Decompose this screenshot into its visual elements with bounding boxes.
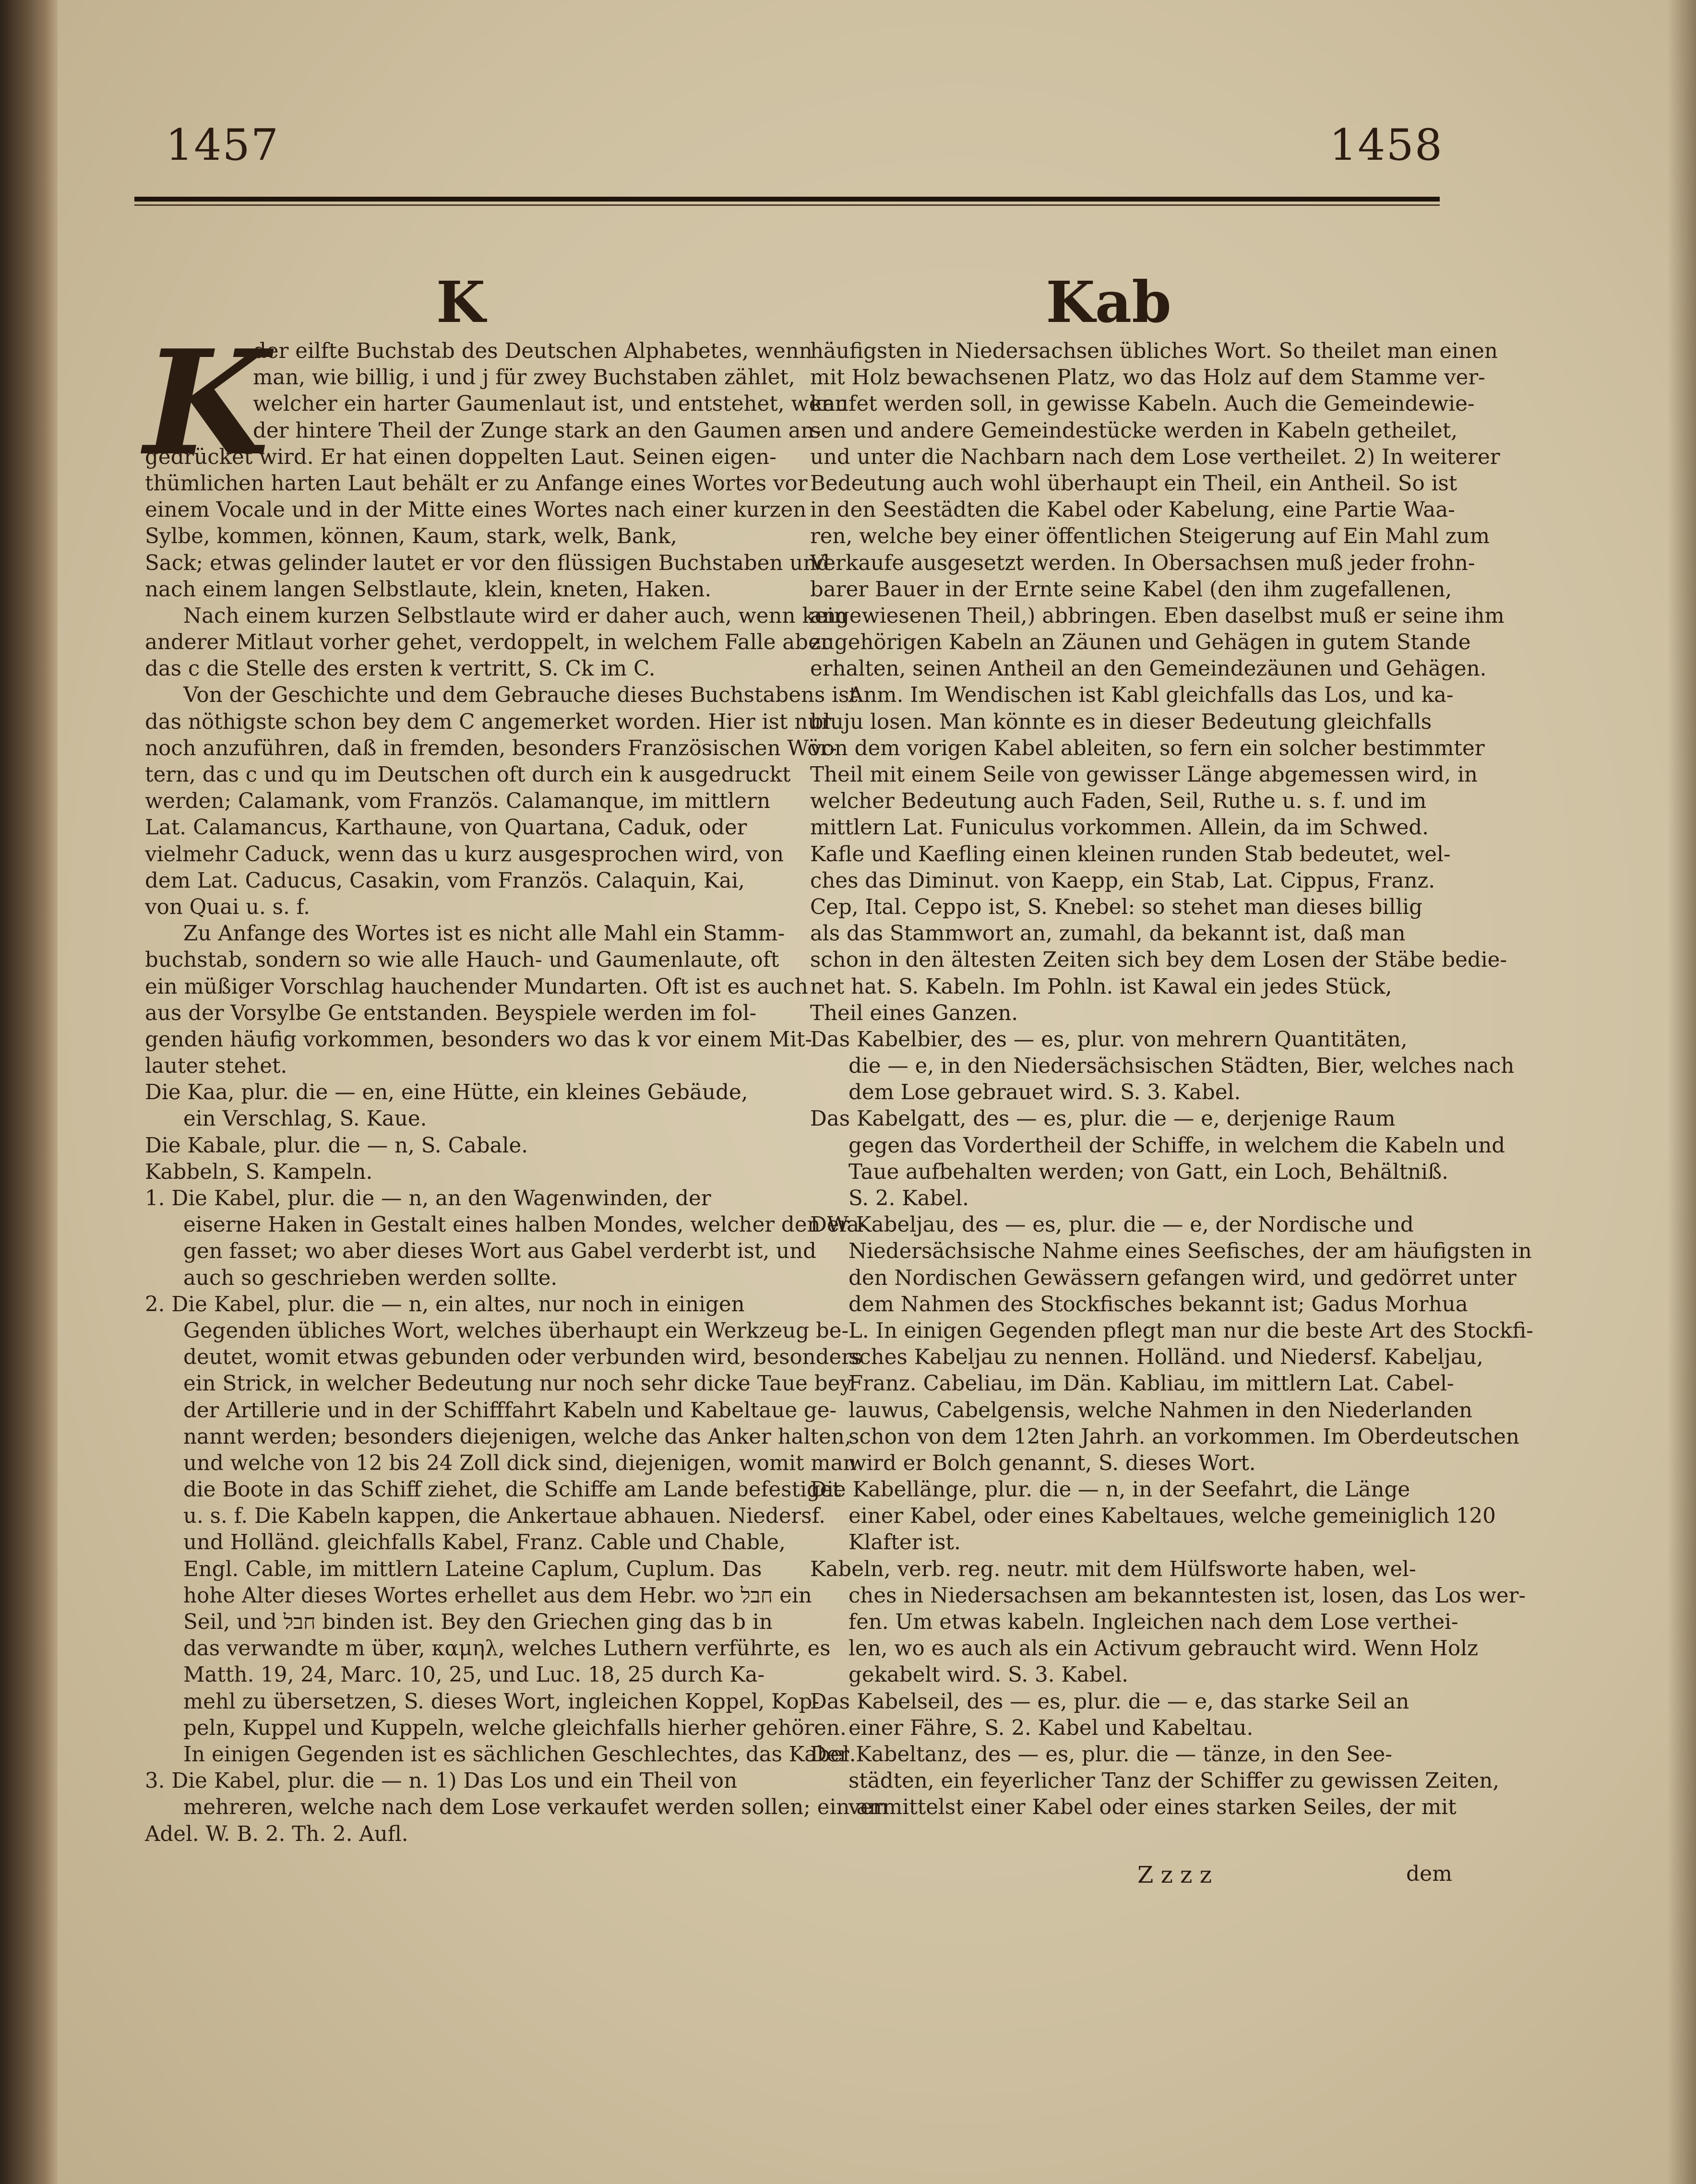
- text-line: vielmehr Caduck, wenn das u kurz ausgesprochen wird, von: [145, 842, 784, 866]
- text-line: und Holländ. gleichfalls Kabel, Franz. Cable und Chable,: [183, 1531, 786, 1555]
- text-line: 2. Die Kabel, plur. die — n, ein altes, nur noch in einigen: [145, 1292, 745, 1317]
- text-line: Sylbe, kommen, können, Kaum, stark, welk, Bank,: [145, 524, 677, 549]
- text-line: Engl. Cable, im mittlern Lateine Caplum, Cuplum. Das: [183, 1557, 762, 1581]
- text-line: ein Verschlag, S. Kaue.: [183, 1107, 427, 1131]
- text-line: Taue aufbehalten werden; von Gatt, ein Loch, Behältniß.: [848, 1160, 1448, 1184]
- text-line: Von der Geschichte und dem Gebrauche dieses Buchstabens ist: [183, 683, 858, 708]
- text-line: Die Kabellänge, plur. die — n, in der Seefahrt, die Länge: [810, 1478, 1410, 1502]
- text-line: das nöthigste schon bey dem C angemerket worden. Hier ist nur: [145, 710, 832, 734]
- text-line: als das Stammwort an, zumahl, da bekannt ist, daß man: [810, 922, 1406, 946]
- text-line: schon von dem 12ten Jahrh. an vorkommen. Im Oberdeutschen: [848, 1424, 1519, 1449]
- text-line: aus der Vorsylbe Ge entstanden. Beyspiele werden im fol-: [145, 1001, 757, 1025]
- drop-cap-line: der hintere Theil der Zunge stark an den Gaumen an-: [253, 418, 822, 443]
- text-line: werden; Calamank, vom Französ. Calamanque, im mittlern: [145, 789, 771, 814]
- text-line: anderer Mitlaut vorher gehet, verdoppelt, in welchem Falle aber: [145, 630, 831, 655]
- text-line: net hat. S. Kabeln. Im Pohln. ist Kawal ein jedes Stück,: [810, 974, 1392, 999]
- text-line: mehreren, welche nach dem Lose verkaufet werden sollen; ein am: [183, 1795, 889, 1820]
- text-line: Theil eines Ganzen.: [810, 1001, 1018, 1025]
- text-line: Seil, und חבל binden ist. Bey den Griechen ging das b in: [183, 1610, 773, 1634]
- text-line: dem Nahmen des Stockfisches bekannt ist; Gadus Morhua: [848, 1292, 1468, 1317]
- text-line: sen und andere Gemeindestücke werden in Kabeln getheilet,: [810, 418, 1458, 443]
- text-line: Gegenden übliches Wort, welches überhaupt ein Werkzeug be-: [183, 1318, 849, 1343]
- text-line: gegen das Vordertheil der Schiffe, in welchem die Kabeln und: [848, 1133, 1505, 1158]
- signature-mark: Z z z z: [1137, 1862, 1212, 1888]
- text-line: nannt werden; besonders diejenigen, welche das Anker halten,: [183, 1424, 851, 1449]
- text-line: von dem vorigen Kabel ableiten, so fern ein solcher bestimmter: [810, 736, 1485, 760]
- text-line: lauter stehet.: [145, 1054, 287, 1079]
- text-line: die Boote in das Schiff ziehet, die Schiffe am Lande befestiget: [183, 1478, 841, 1502]
- drop-cap: K: [144, 318, 269, 487]
- text-line: das c die Stelle des ersten k vertritt, S. Ck im C.: [145, 657, 656, 681]
- text-line: häufigsten in Niedersachsen übliches Wort. So theilet man einen: [810, 339, 1498, 363]
- text-line: genden häufig vorkommen, besonders wo das k vor einem Mit-: [145, 1027, 812, 1052]
- catchword: dem: [1406, 1862, 1452, 1886]
- text-line: bluju losen. Man könnte es in dieser Bedeutung gleichfalls: [810, 710, 1432, 734]
- text-line: dem Lose gebrauet wird. S. 3. Kabel.: [848, 1080, 1241, 1105]
- right-text-column: [810, 338, 1534, 1821]
- text-line: barer Bauer in der Ernte seine Kabel (den ihm zugefallenen,: [810, 577, 1452, 602]
- text-line: Die Kaa, plur. die — en, eine Hütte, ein kleines Gebäude,: [145, 1080, 748, 1105]
- text-line: welcher Bedeutung auch Faden, Seil, Ruthe u. s. f. und im: [810, 789, 1427, 814]
- text-line: Die Kabale, plur. die — n, S. Cabale.: [145, 1133, 528, 1158]
- text-line: Theil mit einem Seile von gewisser Länge abgemessen wird, in: [810, 763, 1478, 787]
- header-rule-thin: [134, 204, 1440, 206]
- text-line: gen fasset; wo aber dieses Wort aus Gabel verderbt ist, und: [183, 1239, 816, 1264]
- text-line: das verwandte m über, καμηλ, welches Luthern verführte, es: [183, 1637, 831, 1661]
- text-line: ren, welche bey einer öffentlichen Steigerung auf Ein Mahl zum: [810, 524, 1490, 549]
- text-line: eiserne Haken in Gestalt eines halben Mondes, welcher den Wa-: [183, 1213, 866, 1237]
- text-line: ches in Niedersachsen am bekanntesten ist, losen, das Los wer-: [848, 1583, 1526, 1608]
- text-line: städten, ein feyerlicher Tanz der Schiffer zu gewissen Zeiten,: [848, 1769, 1500, 1793]
- drop-cap-paragraph: [145, 338, 848, 444]
- text-line: u. s. f. Die Kabeln kappen, die Ankertaue abhauen. Niedersf.: [183, 1504, 826, 1529]
- text-line: len, wo es auch als ein Activum gebraucht wird. Wenn Holz: [848, 1637, 1478, 1661]
- text-line: Nach einem kurzen Selbstlaute wird er daher auch, wenn kein: [183, 604, 848, 628]
- text-line: hohe Alter dieses Wortes erhellet aus dem Hebr. wo חבל ein: [183, 1583, 812, 1608]
- right-page-number: 1458: [1329, 120, 1444, 170]
- text-line: Bedeutung auch wohl überhaupt ein Theil, ein Antheil. So ist: [810, 471, 1457, 496]
- text-line: fen. Um etwas kabeln. Ingleichen nach dem Lose verthei-: [848, 1610, 1458, 1634]
- text-line: angewiesenen Theil,) abbringen. Eben daselbst muß er seine ihm: [810, 604, 1505, 628]
- text-line: Klafter ist.: [848, 1531, 961, 1555]
- text-line: tern, das c und qu im Deutschen oft durch ein k ausgedruckt: [145, 763, 791, 787]
- text-line: Anm. Im Wendischen ist Kabl gleichfalls das Los, und ka-: [848, 683, 1454, 708]
- text-line: nach einem langen Selbstlaute, klein, kneten, Haken.: [145, 577, 712, 602]
- text-line: einer Fähre, S. 2. Kabel und Kabeltau.: [848, 1716, 1254, 1740]
- right-column-lines: [810, 338, 1534, 1821]
- text-line: S. 2. Kabel.: [848, 1187, 969, 1211]
- text-line: einem Vocale und in der Mitte eines Wortes nach einer kurzen: [145, 498, 807, 522]
- text-line: ein müßiger Vorschlag hauchender Mundarten. Oft ist es auch: [145, 974, 808, 999]
- text-line: Kafle und Kaefling einen kleinen runden Stab bedeutet, wel-: [810, 842, 1451, 866]
- text-line: gedrücket wird. Er hat einen doppelten Laut. Seinen eigen-: [145, 445, 776, 469]
- text-line: schon in den ältesten Zeiten sich bey dem Losen der Stäbe bedie-: [810, 948, 1507, 973]
- text-line: Das Kabelbier, des — es, plur. von mehrern Quantitäten,: [810, 1027, 1408, 1052]
- text-line: ches das Diminut. von Kaepp, ein Stab, Lat. Cippus, Franz.: [810, 868, 1435, 893]
- text-line: Sack; etwas gelinder lautet er vor den flüssigen Buchstaben und: [145, 551, 830, 575]
- text-line: erhalten, seinen Antheil an den Gemeindezäunen und Gehägen.: [810, 657, 1487, 681]
- text-line: sches Kabeljau zu nennen. Holländ. und Niedersf. Kabeljau,: [848, 1345, 1483, 1370]
- text-line: Das Kabelgatt, des — es, plur. die — e, derjenige Raum: [810, 1107, 1396, 1131]
- text-line: mittlern Lat. Funiculus vorkommen. Allein, da im Schwed.: [810, 816, 1429, 840]
- text-line: 3. Die Kabel, plur. die — n. 1) Das Los und ein Theil von: [145, 1769, 738, 1793]
- text-line: und unter die Nachbarn nach dem Lose vertheilet. 2) In weiterer: [810, 445, 1500, 469]
- book-spine: [0, 0, 58, 2184]
- drop-cap-line: welcher ein harter Gaumenlaut ist, und entstehet, wenn: [253, 392, 848, 416]
- text-line: in den Seestädten die Kabel oder Kabelung, eine Partie Waa-: [810, 498, 1455, 522]
- header-rule: [134, 197, 1440, 202]
- text-line: einer Kabel, oder eines Kabeltaues, welche gemeiniglich 120: [848, 1504, 1496, 1529]
- text-line: Verkaufe ausgesetzt werden. In Obersachsen muß jeder frohn-: [810, 551, 1475, 575]
- text-line: der Artillerie und in der Schifffahrt Kabeln und Kabeltaue ge-: [183, 1398, 837, 1423]
- text-line: peln, Kuppel und Kuppeln, welche gleichfalls hierher gehören.: [183, 1716, 847, 1740]
- text-line: den Nordischen Gewässern gefangen wird, und gedörret unter: [848, 1266, 1517, 1290]
- text-line: Der Kabeltanz, des — es, plur. die — tänze, in den See-: [810, 1742, 1392, 1767]
- text-line: Kabbeln, S. Kampeln.: [145, 1160, 373, 1184]
- text-line: gekabelt wird. S. 3. Kabel.: [848, 1663, 1129, 1687]
- text-line: Das Kabelseil, des — es, plur. die — e, das starke Seil an: [810, 1689, 1409, 1714]
- text-line: Matth. 19, 24, Marc. 10, 25, und Luc. 18, 25 durch Ka-: [183, 1663, 765, 1687]
- text-line: von Quai u. s. f.: [145, 895, 310, 919]
- text-line: Adel. W. B. 2. Th. 2. Aufl.: [145, 1822, 408, 1846]
- text-line: L. In einigen Gegenden pflegt man nur die beste Art des Stockfi-: [848, 1318, 1534, 1343]
- text-line: Lat. Calamancus, Karthaune, von Quartana, Caduk, oder: [145, 816, 747, 840]
- text-line: mit Holz bewachsenen Platz, wo das Holz auf dem Stamme ver-: [810, 366, 1485, 390]
- text-line: Kabeln, verb. reg. neutr. mit dem Hülfsworte haben, wel-: [810, 1557, 1416, 1581]
- text-line: kaufet werden soll, in gewisse Kabeln. Auch die Gemeindewie-: [810, 392, 1475, 416]
- text-line: 1. Die Kabel, plur. die — n, an den Wagenwinden, der: [145, 1187, 711, 1211]
- text-line: vermittelst einer Kabel oder eines starken Seiles, der mit: [848, 1795, 1457, 1820]
- drop-cap-line: man, wie billig, i und j für zwey Buchstaben zählet,: [253, 366, 795, 390]
- left-column-heading: K: [436, 269, 486, 335]
- text-line: Niedersächsische Nahme eines Seefisches, der am häufigsten in: [848, 1239, 1532, 1264]
- text-line: zugehörigen Kabeln an Zäunen und Gehägen in gutem Stande: [810, 630, 1471, 655]
- text-line: Cep, Ital. Ceppo ist, S. Knebel: so stehet man dieses billig: [810, 895, 1422, 919]
- text-line: ein Strick, in welcher Bedeutung nur noch sehr dicke Taue bey: [183, 1372, 852, 1396]
- text-line: wird er Bolch genannt, S. dieses Wort.: [848, 1451, 1256, 1475]
- text-line: lauwus, Cabelgensis, welche Nahmen in den Niederlanden: [848, 1398, 1473, 1423]
- left-column-lines: [145, 444, 889, 1848]
- text-line: die — e, in den Niedersächsischen Städten, Bier, welches nach: [848, 1054, 1515, 1079]
- drop-cap-line: der eilfte Buchstab des Deutschen Alphabetes, wenn: [253, 339, 812, 363]
- text-line: buchstab, sondern so wie alle Hauch- und Gaumenlaute, oft: [145, 948, 779, 973]
- left-page-number: 1457: [166, 120, 280, 170]
- text-line: Zu Anfange des Wortes ist es nicht alle Mahl ein Stamm-: [183, 922, 785, 946]
- left-text-column: [144, 318, 889, 1848]
- text-line: In einigen Gegenden ist es sächlichen Geschlechtes, das Kabel.: [183, 1742, 856, 1767]
- text-line: Der Kabeljau, des — es, plur. die — e, der Nordische und: [810, 1213, 1414, 1237]
- text-line: thümlichen harten Laut behält er zu Anfange eines Wortes vor: [145, 471, 808, 496]
- text-line: mehl zu übersetzen, S. dieses Wort, ingleichen Koppel, Kop-: [183, 1689, 820, 1714]
- text-line: deutet, womit etwas gebunden oder verbunden wird, besonders: [183, 1345, 862, 1370]
- text-line: Franz. Cabeliau, im Dän. Kabliau, im mittlern Lat. Cabel-: [848, 1372, 1454, 1396]
- text-line: auch so geschrieben werden sollte.: [183, 1266, 558, 1290]
- text-line: noch anzuführen, daß in fremden, besonders Französischen Wör-: [145, 736, 837, 760]
- text-line: und welche von 12 bis 24 Zoll dick sind, diejenigen, womit man: [183, 1451, 857, 1475]
- text-line: dem Lat. Caducus, Casakin, vom Französ. Calaquin, Kai,: [145, 868, 745, 893]
- right-column-heading: Kab: [1046, 269, 1171, 335]
- page-edge-shadow: [1667, 0, 1696, 2184]
